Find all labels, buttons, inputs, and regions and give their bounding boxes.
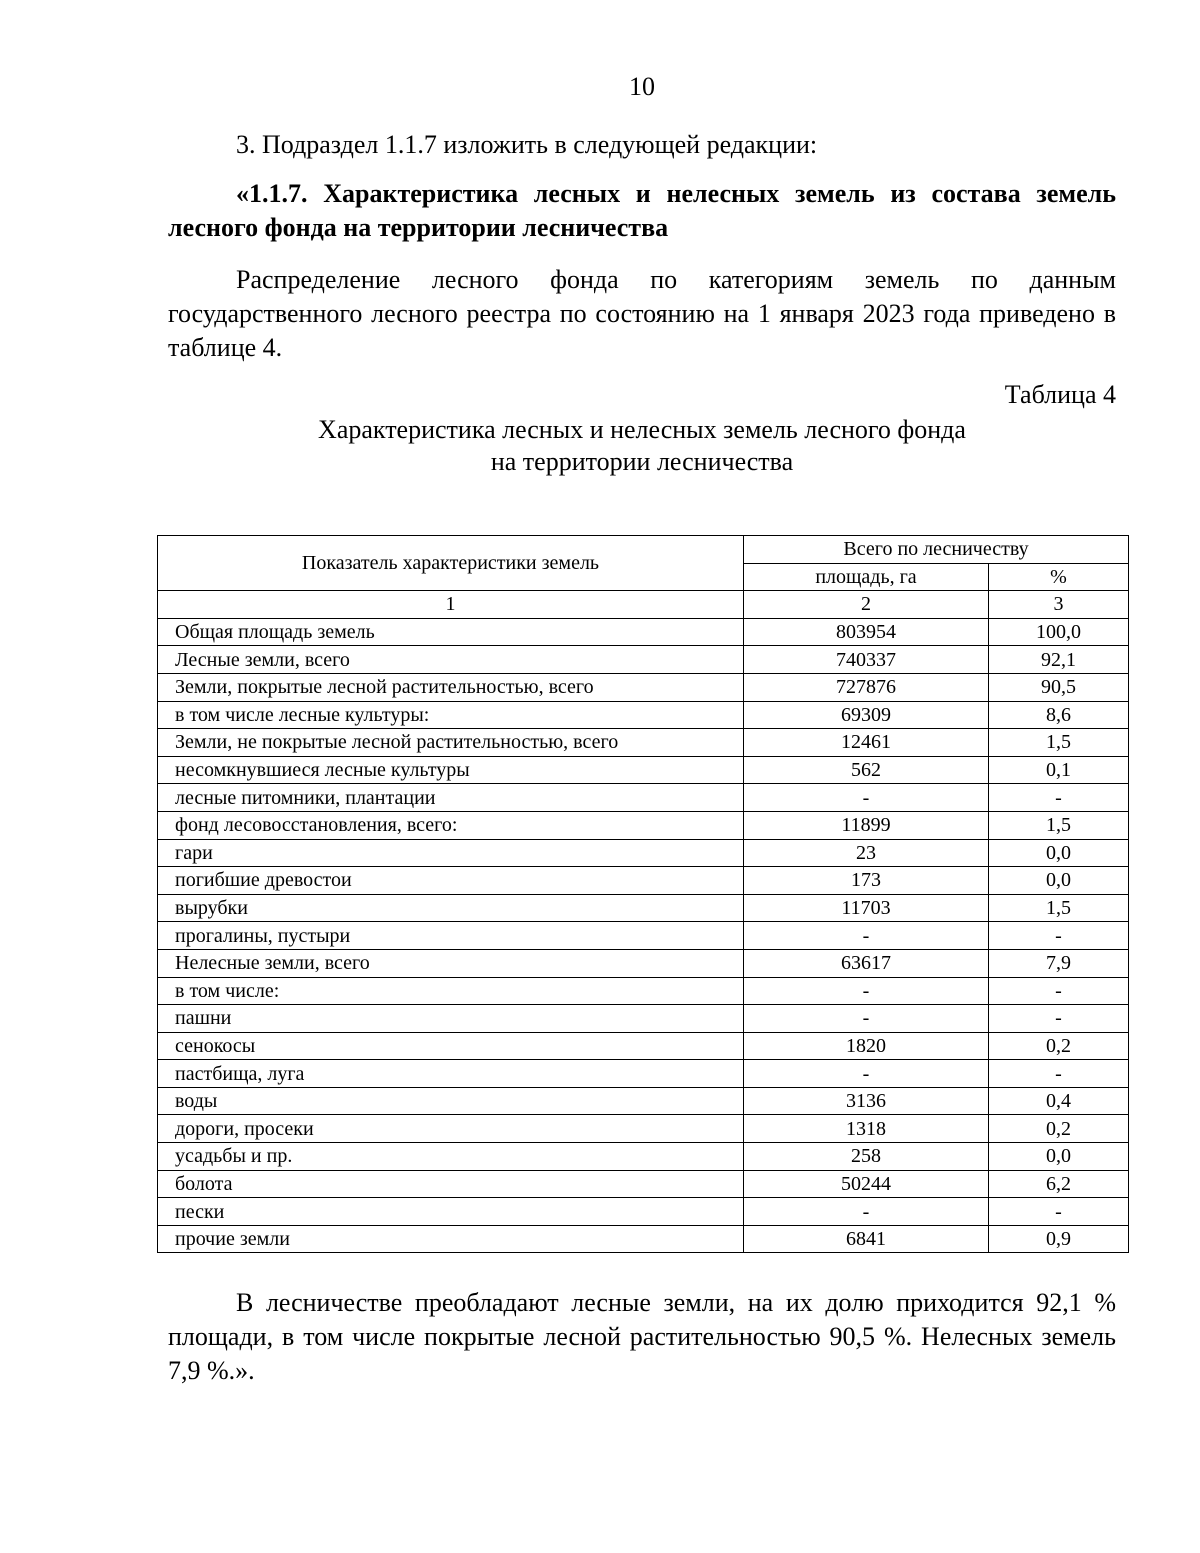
table-row: [158, 1005, 1129, 1033]
row-indicator: пески: [158, 1198, 744, 1226]
table-row: [158, 1115, 1129, 1143]
row-area: 11703: [744, 894, 989, 922]
row-indicator: гари: [158, 839, 744, 867]
row-area: 727876: [744, 673, 989, 701]
row-percent: 0,0: [989, 1143, 1129, 1171]
row-percent: 8,6: [989, 701, 1129, 729]
row-area: -: [744, 922, 989, 950]
table-row: [158, 839, 1129, 867]
column-number-row: [158, 591, 1129, 619]
row-percent: 1,5: [989, 729, 1129, 757]
table-row: [158, 618, 1129, 646]
table-row: [158, 811, 1129, 839]
row-percent: -: [989, 1198, 1129, 1226]
row-percent: -: [989, 922, 1129, 950]
column-number: 2: [744, 591, 989, 619]
row-indicator: погибшие древостои: [158, 867, 744, 895]
row-indicator: сенокосы: [158, 1032, 744, 1060]
land-characteristics-table: [157, 535, 1129, 1253]
table-row: [158, 1198, 1129, 1226]
row-area: -: [744, 1060, 989, 1088]
row-indicator: Лесные земли, всего: [158, 646, 744, 674]
page-number: 10: [629, 72, 655, 101]
header-indicator: Показатель характеристики земель: [158, 536, 744, 591]
row-area: 11899: [744, 811, 989, 839]
row-percent: 0,1: [989, 756, 1129, 784]
row-percent: -: [989, 784, 1129, 812]
table-row: [158, 646, 1129, 674]
row-indicator: прочие земли: [158, 1225, 744, 1253]
row-indicator: прогалины, пустыри: [158, 922, 744, 950]
table-row: [158, 729, 1129, 757]
table-row: [158, 977, 1129, 1005]
header-forestry-total: Всего по лесничеству: [744, 536, 1129, 564]
row-indicator: вырубки: [158, 894, 744, 922]
row-percent: 0,2: [989, 1032, 1129, 1060]
table-row: [158, 1170, 1129, 1198]
table-row: [158, 1143, 1129, 1171]
column-number: 3: [989, 591, 1129, 619]
row-percent: 90,5: [989, 673, 1129, 701]
table-row: [158, 1060, 1129, 1088]
row-percent: 0,4: [989, 1087, 1129, 1115]
row-area: -: [744, 1198, 989, 1226]
row-indicator: в том числе:: [158, 977, 744, 1005]
row-percent: 0,9: [989, 1225, 1129, 1253]
row-indicator: Земли, покрытые лесной растительностью, всего: [158, 673, 744, 701]
table-row: [158, 1087, 1129, 1115]
amendment-instruction: 3. Подраздел 1.1.7 изложить в следующей редакции:: [236, 130, 818, 159]
conclusion-paragraph: В лесничестве преобладают лесные земли, на их долю приходится 92,1 % площади, в том числе покрытые лесной растительностью 90,5 %. Нелесных земель 7,9 %.».: [168, 1288, 1116, 1385]
row-indicator: несомкнувшиеся лесные культуры: [158, 756, 744, 784]
row-percent: -: [989, 977, 1129, 1005]
table-body: [158, 618, 1129, 1253]
row-area: 6841: [744, 1225, 989, 1253]
row-area: 12461: [744, 729, 989, 757]
row-percent: 0,0: [989, 867, 1129, 895]
row-area: -: [744, 977, 989, 1005]
table-row: [158, 701, 1129, 729]
row-indicator: лесные питомники, плантации: [158, 784, 744, 812]
row-area: 740337: [744, 646, 989, 674]
row-percent: 92,1: [989, 646, 1129, 674]
row-indicator: фонд лесовосстановления, всего:: [158, 811, 744, 839]
table-row: [158, 784, 1129, 812]
table-row: [158, 1032, 1129, 1060]
row-percent: 100,0: [989, 618, 1129, 646]
header-area: площадь, га: [744, 563, 989, 591]
section-heading: «1.1.7. Характеристика лесных и нелесных земель из состава земель лесного фонда на территории лесничества: [168, 179, 1116, 242]
row-percent: -: [989, 1005, 1129, 1033]
row-percent: 0,0: [989, 839, 1129, 867]
table-row: [158, 1225, 1129, 1253]
row-area: 69309: [744, 701, 989, 729]
row-indicator: в том числе лесные культуры:: [158, 701, 744, 729]
row-area: 1820: [744, 1032, 989, 1060]
row-area: 63617: [744, 949, 989, 977]
row-percent: 0,2: [989, 1115, 1129, 1143]
intro-paragraph: Распределение лесного фонда по категориям земель по данным государственного лесного реестра по состоянию на 1 января 2023 года приведено в таблице 4.: [168, 265, 1116, 362]
table-caption-line-1: Характеристика лесных и нелесных земель лесного фонда: [318, 415, 966, 444]
row-area: 3136: [744, 1087, 989, 1115]
row-indicator: Нелесные земли, всего: [158, 949, 744, 977]
column-number: 1: [158, 591, 744, 619]
header-percent: %: [989, 563, 1129, 591]
row-percent: 6,2: [989, 1170, 1129, 1198]
row-area: 23: [744, 839, 989, 867]
row-area: 258: [744, 1143, 989, 1171]
table-caption-line-2: на территории лесничества: [490, 447, 794, 476]
row-area: 173: [744, 867, 989, 895]
row-area: 50244: [744, 1170, 989, 1198]
row-indicator: Земли, не покрытые лесной растительностью, всего: [158, 729, 744, 757]
table-header-row: [158, 536, 1129, 564]
row-area: -: [744, 784, 989, 812]
row-indicator: пашни: [158, 1005, 744, 1033]
row-indicator: болота: [158, 1170, 744, 1198]
row-indicator: воды: [158, 1087, 744, 1115]
table-row: [158, 949, 1129, 977]
table-label: Таблица 4: [1004, 380, 1116, 409]
table-row: [158, 922, 1129, 950]
table-row: [158, 673, 1129, 701]
row-percent: 7,9: [989, 949, 1129, 977]
table-row: [158, 867, 1129, 895]
row-indicator: дороги, просеки: [158, 1115, 744, 1143]
row-percent: -: [989, 1060, 1129, 1088]
row-indicator: усадьбы и пр.: [158, 1143, 744, 1171]
row-indicator: пастбища, луга: [158, 1060, 744, 1088]
row-area: 1318: [744, 1115, 989, 1143]
row-indicator: Общая площадь земель: [158, 618, 744, 646]
row-area: -: [744, 1005, 989, 1033]
table-caption: [168, 414, 1116, 478]
row-percent: 1,5: [989, 811, 1129, 839]
row-area: 562: [744, 756, 989, 784]
row-percent: 1,5: [989, 894, 1129, 922]
row-area: 803954: [744, 618, 989, 646]
table-row: [158, 756, 1129, 784]
table-row: [158, 894, 1129, 922]
